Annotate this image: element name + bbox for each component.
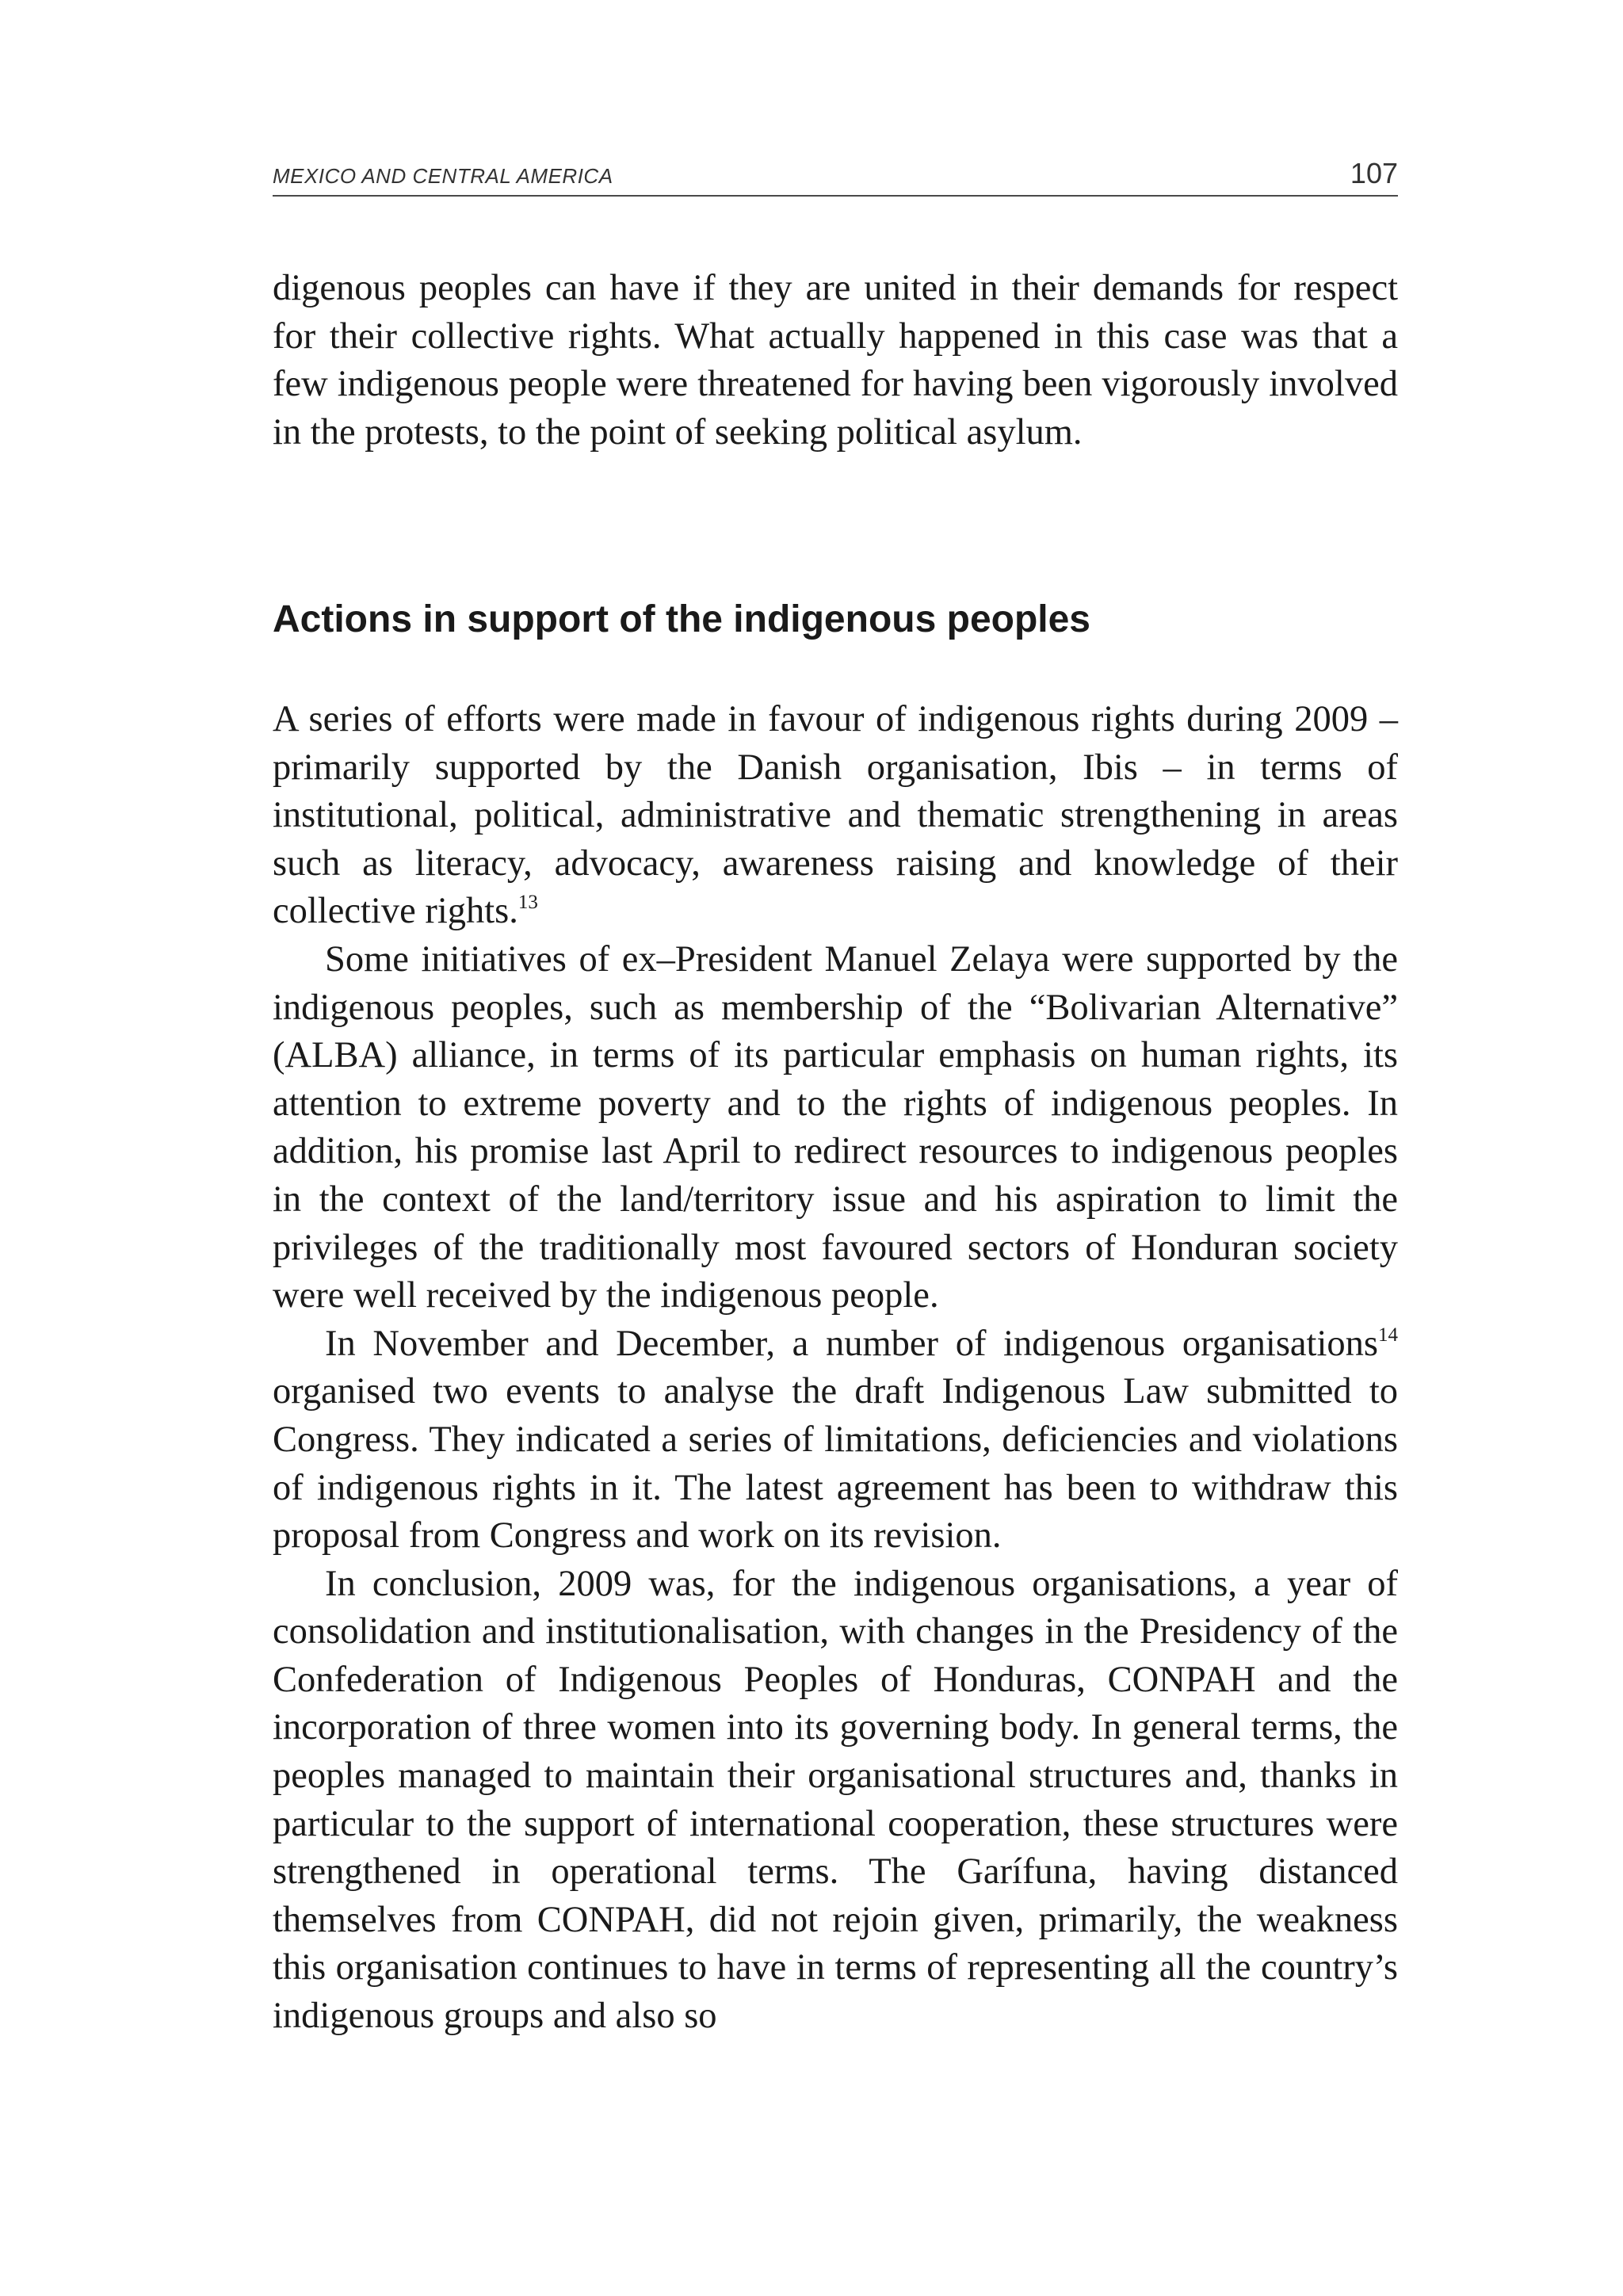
paragraph-text: In conclusion, 2009 was, for the indigenous organisations, a year of consolidation and institutionalisation, with changes in the Presidency of the Confederation of Indigenous Peoples of Honduras, CONPAH and the incorporation of three women into its governing body. In general terms, the peoples managed to maintain their organisational structures and, thanks in particular to the support of international cooperation, these structures were strengthened in operational terms. The Garífuna, having distanced themselves from CONPAH, did not rejoin given, primarily, the weakness this organisation continues to have in terms of representing all the country’s indigenous groups and also so bbox=[273, 1563, 1398, 2037]
paragraph-text: organised two events to analyse the draft Indigenous Law submitted to Congress. They indicated a series of limitations, deficiencies and violations of indigenous rights in it. The latest agreement has been to withdraw this proposal from Congress and work on its revision. bbox=[273, 1371, 1398, 1557]
paragraph-zelaya bbox=[273, 936, 1398, 1320]
paragraph-conclusion bbox=[273, 1561, 1398, 2041]
continuation-paragraph: digenous peoples can have if they are united in their demands for respect for their collective rights. What actually happened in this case was that a few indigenous people were threatened for having been vigorously involved in the protests, to the point of seeking political asylum. bbox=[273, 268, 1398, 453]
footnote-marker: 14 bbox=[1378, 1324, 1398, 1346]
section-heading: Actions in support of the indigenous peoples bbox=[273, 598, 1090, 640]
section-body bbox=[273, 696, 1398, 2041]
paragraph-text: Some initiatives of ex–President Manuel Zelaya were supported by the indigenous peoples, such as membership of the “Bolivarian Alternative” (ALBA) alliance, in terms of its particular emphasis on human rights, its attention to extreme poverty and to the rights of indigenous peoples. In addition, his promise last April to redirect resources to indigenous peoples in the context of the land/territory issue and his aspiration to limit the privileges of the traditionally most favoured sectors of Honduran society were well received by the indigenous people. bbox=[273, 938, 1398, 1316]
paragraph-indigenous-law bbox=[273, 1320, 1398, 1561]
continuation-text-block bbox=[273, 265, 1398, 457]
running-head-section-title: MEXICO AND CENTRAL AMERICA bbox=[273, 164, 613, 188]
paragraph-text: In November and December, a number of indigenous organisations bbox=[325, 1323, 1378, 1364]
running-head bbox=[273, 151, 1398, 197]
paragraph-efforts bbox=[273, 696, 1398, 936]
page-number: 107 bbox=[1350, 157, 1398, 189]
paragraph-text: A series of efforts were made in favour of indigenous rights during 2009 – primarily supported by the Danish organisation, Ibis – in terms of institutional, political, administrative and thematic strengthening in areas such as literacy, advocacy, awareness raising and knowledge of their collective rights. bbox=[273, 699, 1398, 932]
footnote-marker: 13 bbox=[517, 892, 538, 914]
